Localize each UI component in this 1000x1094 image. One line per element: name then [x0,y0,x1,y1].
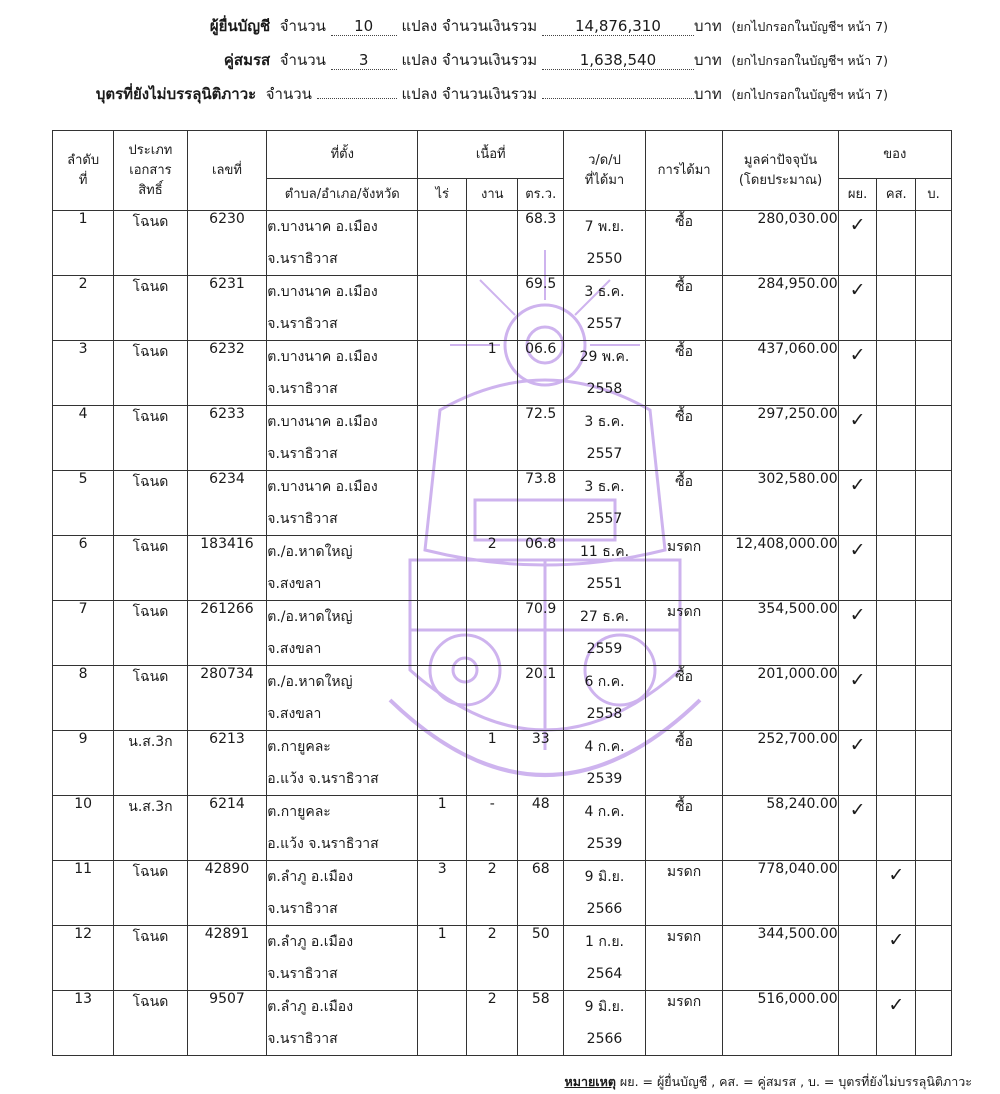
cell-no: 10 [53,796,114,861]
location-line-2: จ.สงขลา [267,576,322,592]
cell-wa: 68.3 [518,211,564,276]
cell-rai [418,601,467,666]
cell-acquired: ซื้อ [645,341,723,406]
cell-doc-type: โฉนด [114,861,187,926]
qty-label: จำนวน [279,51,326,69]
cell-number: 6231 [187,276,267,341]
cell-value: 297,250.00 [723,406,838,471]
cell-ngan: 2 [467,536,518,601]
cell-value: 354,500.00 [723,601,838,666]
cell-owner-child [916,536,952,601]
col-header-number: เลขที่ [187,131,267,211]
cell-wa: 70.9 [518,601,564,666]
cell-owner-spouse [877,276,916,341]
cell-owner-self: ✓ [838,276,877,341]
currency-label: บาท [693,51,722,69]
cell-value: 284,950.00 [723,276,838,341]
cell-value: 58,240.00 [723,796,838,861]
cell-owner-spouse: ✓ [877,991,916,1056]
location-line-1: ต.บางนาค อ.เมือง [267,284,378,300]
cell-location [267,796,418,861]
location-line-1: ต./อ.หาดใหญ่ [267,609,353,625]
cell-acquired: ซื้อ [645,796,723,861]
col-header-date: ว/ด/ป ที่ได้มา [564,131,646,211]
cell-owner-self: ✓ [838,601,877,666]
cell-ngan: 2 [467,861,518,926]
summary-header [0,0,1000,115]
cell-date [564,666,646,731]
cell-wa: 68 [518,861,564,926]
col-header-owner-self: ผย. [838,179,877,211]
summary-line-spouse [224,46,888,74]
location-line-1: ต./อ.หาดใหญ่ [267,544,353,560]
cell-wa: 72.5 [518,406,564,471]
col-header-value: มูลค่าปัจจุบัน (โดยประมาณ) [723,131,838,211]
cell-ngan: 2 [467,991,518,1056]
cell-acquired: มรดก [645,861,723,926]
location-line-1: ต.ลำภู อ.เมือง [267,869,354,885]
cell-date [564,861,646,926]
cell-date [564,991,646,1056]
cell-owner-child [916,796,952,861]
date-day-month: 4 ก.ค. [584,739,625,755]
cell-ngan [467,471,518,536]
cell-owner-spouse [877,796,916,861]
location-line-2: จ.นราธิวาส [267,901,338,917]
date-year: 2551 [586,576,623,592]
summary-label: ผู้ยื่นบัญชี [209,17,271,35]
cell-ngan [467,601,518,666]
cell-no: 2 [53,276,114,341]
cell-location [267,471,418,536]
cell-owner-child [916,406,952,471]
cell-owner-spouse: ✓ [877,861,916,926]
cell-wa: 69.5 [518,276,564,341]
col-header-no: ลำดับ ที่ [53,131,114,211]
cell-number: 6233 [187,406,267,471]
col-header-doc-type: ประเภท เอกสาร สิทธิ์ [114,131,187,211]
table-header [53,131,952,211]
date-year: 2566 [586,1031,623,1047]
cell-owner-child [916,861,952,926]
cell-doc-type: น.ส.3ก [114,731,187,796]
table-row [53,211,952,276]
table-row [53,796,952,861]
location-line-2: จ.นราธิวาส [267,381,338,397]
summary-line-declarant [210,12,888,40]
cell-owner-child [916,991,952,1056]
date-day-month: 9 มิ.ย. [584,869,625,885]
date-year: 2550 [586,251,623,267]
col-header-acquired: การได้มา [645,131,723,211]
cell-value: 252,700.00 [723,731,838,796]
cell-wa: 48 [518,796,564,861]
date-day-month: 7 พ.ย. [584,219,625,235]
table-row [53,861,952,926]
summary-line-child [96,80,888,108]
cell-wa: 06.6 [518,341,564,406]
cell-owner-self: ✓ [838,731,877,796]
cell-value: 12,408,000.00 [723,536,838,601]
cell-location [267,341,418,406]
cell-doc-type: โฉนด [114,211,187,276]
carry-note: (ยกไปกรอกในบัญชีฯ หน้า 7) [731,87,888,102]
cell-owner-self [838,861,877,926]
cell-date [564,926,646,991]
location-line-2: จ.สงขลา [267,641,322,657]
cell-date [564,796,646,861]
cell-number: 6230 [187,211,267,276]
location-line-2: จ.นราธิวาส [267,511,338,527]
cell-location [267,991,418,1056]
location-line-2: จ.นราธิวาส [267,966,338,982]
cell-value: 201,000.00 [723,666,838,731]
cell-ngan: 2 [467,926,518,991]
date-year: 2566 [586,901,623,917]
table-row [53,471,952,536]
cell-acquired: ซื้อ [645,276,723,341]
date-day-month: 3 ธ.ค. [584,414,625,430]
table-row [53,991,952,1056]
cell-wa: 33 [518,731,564,796]
cell-acquired: ซื้อ [645,731,723,796]
cell-no: 6 [53,536,114,601]
cell-location [267,601,418,666]
cell-number: 183416 [187,536,267,601]
cell-location [267,861,418,926]
location-line-2: จ.สงขลา [267,706,322,722]
cell-doc-type: โฉนด [114,991,187,1056]
cell-owner-self [838,991,877,1056]
cell-ngan [467,211,518,276]
cell-rai [418,471,467,536]
col-header-location: ที่ตั้ง [267,131,418,179]
remark-label: หมายเหตุ [564,1074,616,1089]
cell-rai [418,276,467,341]
location-line-2: อ.แว้ง จ.นราธิวาส [267,836,379,852]
summary-label: คู่สมรส [223,51,271,69]
date-day-month: 4 ก.ค. [584,804,625,820]
cell-location [267,536,418,601]
cell-ngan [467,666,518,731]
cell-ngan [467,276,518,341]
remark-note [564,1072,972,1092]
total-amount: 1,638,540 [542,51,694,70]
cell-doc-type: โฉนด [114,536,187,601]
date-year: 2564 [586,966,623,982]
cell-rai: 1 [418,926,467,991]
cell-location [267,406,418,471]
cell-rai [418,666,467,731]
table-row [53,406,952,471]
cell-wa: 73.8 [518,471,564,536]
cell-number: 261266 [187,601,267,666]
cell-doc-type: โฉนด [114,276,187,341]
cell-doc-type: โฉนด [114,601,187,666]
cell-value: 280,030.00 [723,211,838,276]
cell-doc-type: โฉนด [114,666,187,731]
cell-date [564,341,646,406]
unit-label: แปลง จำนวนเงินรวม [401,85,538,103]
cell-owner-child [916,471,952,536]
cell-owner-child [916,926,952,991]
cell-owner-spouse: ✓ [877,926,916,991]
plot-count [317,80,397,99]
location-line-1: ต./อ.หาดใหญ่ [267,674,353,690]
cell-ngan: 1 [467,341,518,406]
cell-owner-spouse [877,406,916,471]
location-line-1: ต.กายูคละ [267,804,331,820]
cell-number: 42890 [187,861,267,926]
cell-location [267,211,418,276]
plot-count: 3 [331,51,397,70]
date-year: 2557 [586,446,623,462]
currency-label: บาท [693,85,722,103]
cell-owner-spouse [877,211,916,276]
currency-label: บาท [693,17,722,35]
carry-note: (ยกไปกรอกในบัญชีฯ หน้า 7) [731,19,888,34]
date-year: 2558 [586,706,623,722]
cell-location [267,276,418,341]
date-year: 2559 [586,641,623,657]
cell-ngan: 1 [467,731,518,796]
cell-owner-self: ✓ [838,406,877,471]
location-line-2: อ.แว้ง จ.นราธิวาส [267,771,379,787]
total-amount [542,80,694,99]
cell-wa: 20.1 [518,666,564,731]
col-header-owner-child: บ. [916,179,952,211]
cell-date [564,211,646,276]
location-line-1: ต.บางนาค อ.เมือง [267,414,378,430]
cell-value: 516,000.00 [723,991,838,1056]
table-row [53,536,952,601]
location-line-2: จ.นราธิวาส [267,316,338,332]
cell-owner-self: ✓ [838,211,877,276]
cell-no: 8 [53,666,114,731]
cell-rai [418,211,467,276]
location-line-2: จ.นราธิวาส [267,251,338,267]
cell-ngan [467,406,518,471]
table-row [53,731,952,796]
cell-date [564,471,646,536]
date-year: 2558 [586,381,623,397]
cell-owner-self: ✓ [838,666,877,731]
cell-rai: 3 [418,861,467,926]
cell-acquired: มรดก [645,991,723,1056]
col-header-area: เนื้อที่ [418,131,564,179]
cell-number: 280734 [187,666,267,731]
date-day-month: 3 ธ.ค. [584,479,625,495]
cell-owner-self [838,926,877,991]
unit-label: แปลง จำนวนเงินรวม [401,17,538,35]
cell-value: 778,040.00 [723,861,838,926]
cell-rai [418,406,467,471]
table-row [53,926,952,991]
land-table [52,130,952,1056]
unit-label: แปลง จำนวนเงินรวม [401,51,538,69]
location-line-2: จ.นราธิวาส [267,446,338,462]
cell-doc-type: โฉนด [114,406,187,471]
col-header-wa: ตร.ว. [518,179,564,211]
col-header-rai: ไร่ [418,179,467,211]
cell-acquired: ซื้อ [645,666,723,731]
table-row [53,666,952,731]
cell-doc-type: โฉนด [114,471,187,536]
qty-label: จำนวน [279,17,326,35]
col-header-location-sub: ตำบล/อำเภอ/จังหวัด [267,179,418,211]
cell-acquired: ซื้อ [645,406,723,471]
qty-label: จำนวน [265,85,312,103]
cell-location [267,926,418,991]
cell-no: 1 [53,211,114,276]
cell-owner-child [916,666,952,731]
col-header-owner: ของ [838,131,951,179]
cell-owner-child [916,731,952,796]
table-body [53,211,952,1056]
date-year: 2539 [586,836,623,852]
cell-no: 11 [53,861,114,926]
plot-count: 10 [331,17,397,36]
cell-doc-type: น.ส.3ก [114,796,187,861]
cell-ngan: - [467,796,518,861]
col-header-owner-spouse: คส. [877,179,916,211]
cell-owner-spouse [877,666,916,731]
cell-date [564,536,646,601]
cell-number: 42891 [187,926,267,991]
table-row [53,276,952,341]
cell-no: 13 [53,991,114,1056]
date-day-month: 9 มิ.ย. [584,999,625,1015]
cell-rai [418,536,467,601]
location-line-1: ต.ลำภู อ.เมือง [267,999,354,1015]
cell-doc-type: โฉนด [114,341,187,406]
cell-acquired: มรดก [645,601,723,666]
date-year: 2557 [586,316,623,332]
cell-owner-self: ✓ [838,796,877,861]
date-day-month: 11 ธ.ค. [579,544,630,560]
cell-number: 6232 [187,341,267,406]
location-line-1: ต.ลำภู อ.เมือง [267,934,354,950]
cell-value: 302,580.00 [723,471,838,536]
location-line-1: ต.บางนาค อ.เมือง [267,349,378,365]
cell-owner-self: ✓ [838,341,877,406]
cell-owner-spouse [877,601,916,666]
cell-owner-child [916,276,952,341]
date-day-month: 29 พ.ค. [579,349,630,365]
cell-no: 4 [53,406,114,471]
cell-number: 6213 [187,731,267,796]
cell-value: 344,500.00 [723,926,838,991]
location-line-2: จ.นราธิวาส [267,1031,338,1047]
date-year: 2539 [586,771,623,787]
location-line-1: ต.กายูคละ [267,739,331,755]
date-year: 2557 [586,511,623,527]
cell-acquired: ซื้อ [645,471,723,536]
date-day-month: 1 ก.ย. [585,934,624,950]
total-amount: 14,876,310 [542,17,694,36]
cell-owner-self: ✓ [838,471,877,536]
cell-owner-spouse [877,471,916,536]
table-row [53,601,952,666]
cell-rai [418,991,467,1056]
cell-owner-child [916,211,952,276]
cell-rai: 1 [418,796,467,861]
date-day-month: 3 ธ.ค. [584,284,625,300]
date-day-month: 6 ก.ค. [584,674,625,690]
cell-no: 12 [53,926,114,991]
location-line-1: ต.บางนาค อ.เมือง [267,479,378,495]
cell-no: 7 [53,601,114,666]
cell-wa: 50 [518,926,564,991]
cell-number: 6234 [187,471,267,536]
cell-acquired: ซื้อ [645,211,723,276]
cell-owner-spouse [877,731,916,796]
cell-no: 3 [53,341,114,406]
cell-owner-child [916,341,952,406]
cell-owner-self: ✓ [838,536,877,601]
remark-text: ผย. = ผู้ยื่นบัญชี , คส. = คู่สมรส , บ. = บุตรที่ยังไม่บรรลุนิติภาวะ [619,1074,972,1089]
cell-doc-type: โฉนด [114,926,187,991]
table-row [53,341,952,406]
cell-date [564,731,646,796]
cell-value: 437,060.00 [723,341,838,406]
summary-label: บุตรที่ยังไม่บรรลุนิติภาวะ [95,85,257,103]
cell-number: 9507 [187,991,267,1056]
location-line-1: ต.บางนาค อ.เมือง [267,219,378,235]
cell-date [564,601,646,666]
cell-location [267,731,418,796]
cell-date [564,276,646,341]
cell-no: 9 [53,731,114,796]
cell-date [564,406,646,471]
cell-wa: 58 [518,991,564,1056]
cell-rai [418,731,467,796]
cell-owner-spouse [877,536,916,601]
cell-acquired: มรดก [645,536,723,601]
col-header-ngan: งาน [467,179,518,211]
cell-owner-spouse [877,341,916,406]
carry-note: (ยกไปกรอกในบัญชีฯ หน้า 7) [731,53,888,68]
cell-no: 5 [53,471,114,536]
cell-rai [418,341,467,406]
cell-acquired: มรดก [645,926,723,991]
date-day-month: 27 ธ.ค. [579,609,630,625]
cell-number: 6214 [187,796,267,861]
cell-wa: 06.8 [518,536,564,601]
cell-location [267,666,418,731]
cell-owner-child [916,601,952,666]
